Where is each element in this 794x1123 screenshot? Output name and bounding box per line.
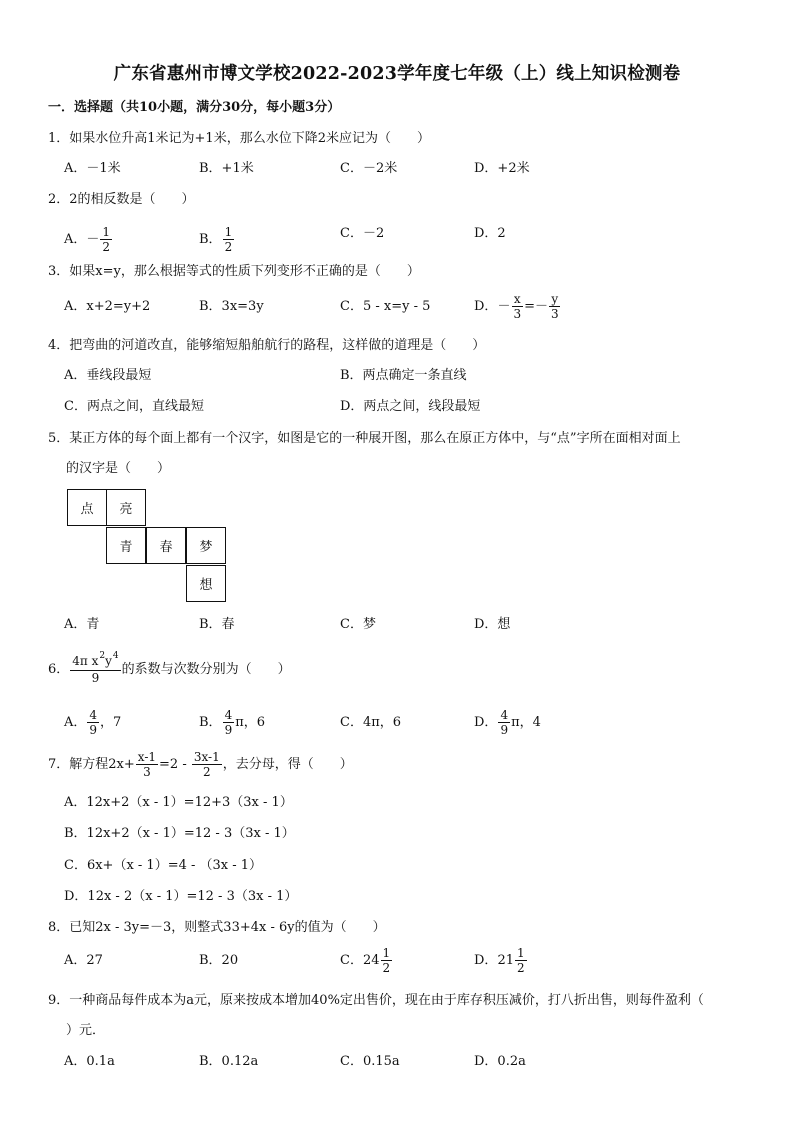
question-number: 7．解方程	[48, 757, 109, 772]
net-cell-meng: 梦	[186, 527, 226, 564]
option-letter: B．	[199, 232, 222, 247]
fraction: $\frac{x-1}{3}$	[137, 750, 157, 779]
option-d[interactable]: D．2	[474, 226, 506, 241]
option-a[interactable]: A． $\frac{4}{9}$ ，7	[64, 708, 122, 737]
monomial-fraction: $\frac{4\pi x^2y^4}{9}$	[72, 651, 119, 685]
option-b[interactable]: B．20	[199, 953, 239, 968]
option-letter: A．	[64, 232, 87, 247]
question-2-stem: 2．2的相反数是（ ）	[48, 192, 195, 207]
fraction: $\frac{y}{3}$	[551, 292, 559, 321]
option-letter: B．	[199, 715, 222, 730]
question-1-stem: 1．如果水位升高1米记为+1米，那么水位下降2米应记为（ ）	[48, 131, 430, 146]
cube-net-figure	[67, 489, 229, 605]
fraction: $\frac{1}{2}$	[516, 946, 525, 975]
option-a[interactable]: A．12x+2（x - 1）=12+3（3x - 1）	[64, 795, 293, 810]
option-letter: D．	[474, 953, 498, 968]
net-cell-chun: 春	[146, 527, 186, 564]
option-c[interactable]: C．4π，6	[340, 715, 402, 730]
option-a[interactable]: A．27	[64, 953, 103, 968]
net-cell-liang: 亮	[106, 489, 146, 526]
option-c[interactable]: C．6x+（x - 1）=4 - （3x - 1）	[64, 858, 263, 873]
option-b[interactable]: B．两点确定一条直线	[340, 368, 467, 383]
option-d[interactable]: D．两点之间，线段最短	[340, 399, 481, 414]
option-b[interactable]: B． $\frac{4}{9}$ π，6	[199, 708, 266, 737]
option-d[interactable]: D．－ $\frac{x}{3}$ =－ $\frac{y}{3}$	[474, 292, 559, 321]
option-c[interactable]: C．5 - x=y - 5	[340, 299, 431, 314]
option-letter: D．	[474, 299, 498, 314]
question-5-stem-line2: 的汉字是（ ）	[66, 461, 171, 476]
fraction: $\frac{1}{2}$	[382, 946, 391, 975]
option-c[interactable]: C．0.15a	[340, 1054, 400, 1069]
option-a[interactable]: A．－ $\frac{1}{2}$	[64, 225, 111, 254]
option-d[interactable]: D．想	[474, 617, 511, 632]
option-c[interactable]: C．－2	[340, 226, 385, 241]
net-cell-qing: 青	[106, 527, 146, 564]
document-title: 广东省惠州市博文学校2022-2023学年度七年级（上）线上知识检测卷	[113, 64, 681, 84]
option-b[interactable]: B．12x+2（x - 1）=12 - 3（3x - 1）	[64, 826, 295, 841]
option-letter: A．	[64, 715, 87, 730]
option-c[interactable]: C．24 $\frac{1}{2}$	[340, 946, 391, 975]
option-d[interactable]: D．+2米	[474, 161, 530, 176]
option-a[interactable]: A．0.1a	[64, 1054, 115, 1069]
question-text: 的系数与次数分别为（ ）	[121, 662, 291, 677]
question-number: 6．	[48, 662, 70, 677]
option-a[interactable]: A．x+2=y+2	[64, 299, 151, 314]
option-b[interactable]: B．0.12a	[199, 1054, 259, 1069]
question-7-stem: 7．解方程2x+ $\frac{x-1}{3}$ =2 - $\frac{3x-1}{2}$ ，去分母，得（ ）	[48, 750, 353, 779]
question-9-stem-line2: ）元．	[66, 1023, 106, 1038]
fraction: $\frac{1}{2}$	[224, 225, 233, 254]
question-3-stem: 3．如果x=y，那么根据等式的性质下列变形不正确的是（ ）	[48, 264, 420, 279]
option-a[interactable]: A．垂线段最短	[64, 368, 152, 383]
option-d[interactable]: D．21 $\frac{1}{2}$	[474, 946, 525, 975]
question-text: ，去分母，得（ ）	[222, 757, 353, 772]
option-b[interactable]	[199, 225, 235, 254]
option-letter: C．	[340, 953, 363, 968]
fraction: $\frac{1}{2}$	[102, 225, 111, 254]
question-8-stem: 8．已知2x - 3y=－3，则整式33+4x - 6y的值为（ ）	[48, 920, 386, 935]
option-letter: D．	[474, 715, 498, 730]
option-b[interactable]: B．春	[199, 617, 235, 632]
option-d[interactable]: D． $\frac{4}{9}$ π，4	[474, 708, 541, 737]
option-c[interactable]: C．梦	[340, 617, 376, 632]
fraction: $\frac{3x-1}{2}$	[193, 750, 220, 779]
fraction: $\frac{x}{3}$	[513, 292, 522, 321]
section-heading: 一．选择题（共10小题，满分30分，每小题3分）	[48, 100, 341, 115]
question-4-stem: 4．把弯曲的河道改直，能够缩短船舶航行的路程，这样做的道理是（ ）	[48, 338, 486, 353]
option-b[interactable]: B．+1米	[199, 161, 254, 176]
option-a[interactable]: A．青	[64, 617, 100, 632]
question-9-stem-line1: 9．一种商品每件成本为a元，原来按成本增加40%定出售价，现在由于库存积压减价，打八折出售，则每件盈利（	[48, 993, 704, 1008]
question-6-stem	[48, 651, 291, 685]
option-d[interactable]: D．0.2a	[474, 1054, 526, 1069]
net-cell-dian: 点	[67, 489, 107, 526]
option-d[interactable]: D．12x - 2（x - 1）=12 - 3（3x - 1）	[64, 889, 298, 904]
option-c[interactable]: C．－2米	[340, 161, 398, 176]
question-5-stem-line1: 5．某正方体的每个面上都有一个汉字，如图是它的一种展开图，那么在原正方体中，与“点”字所在面相对面上	[48, 431, 681, 446]
option-c[interactable]: C．两点之间，直线最短	[64, 399, 204, 414]
option-b[interactable]: B．3x=3y	[199, 299, 264, 314]
fraction: $\frac{4}{9}$	[89, 708, 98, 737]
fraction: $\frac{4}{9}$	[224, 708, 233, 737]
net-cell-xiang: 想	[186, 565, 226, 602]
fraction: $\frac{4}{9}$	[500, 708, 509, 737]
option-a[interactable]: A．－1米	[64, 161, 121, 176]
